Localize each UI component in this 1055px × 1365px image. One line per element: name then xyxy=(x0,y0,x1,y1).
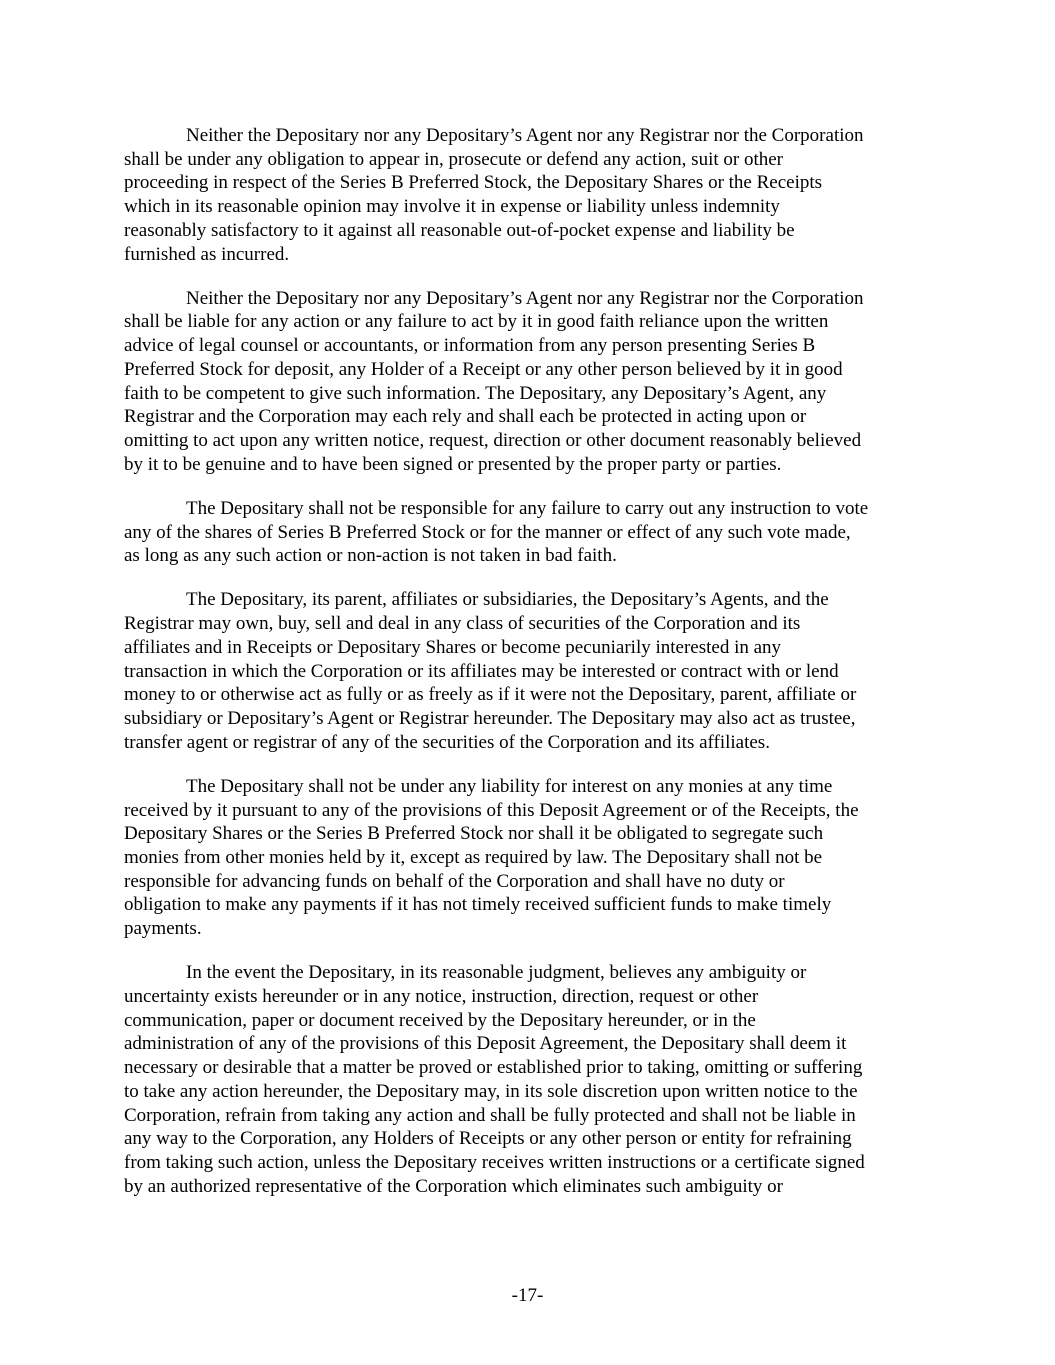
text-line: which in its reasonable opinion may involve it in expense or liability unless indemnity xyxy=(124,196,780,218)
text-line: furnished as incurred. xyxy=(124,243,290,265)
text-line: obligation to make any payments if it has not timely received sufficient funds to make timely xyxy=(124,894,832,916)
paragraph-interest xyxy=(124,775,934,941)
text-line: responsible for advancing funds on behalf of the Corporation and shall have no duty or xyxy=(124,870,785,892)
text-line: Registrar may own, buy, sell and deal in any class of securities of the Corporation and its xyxy=(124,613,801,635)
text-line: The Depositary shall not be under any liability for interest on any monies at any time xyxy=(186,775,833,797)
paragraph-securities xyxy=(124,588,934,754)
text-line: affiliates and in Receipts or Depositary Shares or become pecuniarily interested in any xyxy=(124,636,782,658)
text-line: uncertainty exists hereunder or in any notice, instruction, direction, request or other xyxy=(124,986,759,1007)
text-line: shall be under any obligation to appear in, prosecute or defend any action, suit or other xyxy=(124,148,783,170)
text-line: Neither the Depositary nor any Depositary’s Agent nor any Registrar nor the Corporation xyxy=(186,125,864,146)
text-line: Neither the Depositary nor any Depositary’s Agent nor any Registrar nor the Corporation xyxy=(186,287,864,309)
page-number: -17- xyxy=(511,1285,544,1306)
text-line: any of the shares of Series B Preferred Stock or for the manner or effect of any such vote made, xyxy=(124,521,851,543)
text-line: necessary or desirable that a matter be proved or established prior to taking, omitting or suffering xyxy=(124,1057,863,1079)
text-line: transaction in which the Corporation or its affiliates may be interested or contract with or lend xyxy=(124,660,839,682)
text-line: faith to be competent to give such information. The Depositary, any Depositary’s Agent, any xyxy=(124,382,827,404)
paragraph-reliance xyxy=(124,287,934,477)
text-line: any way to the Corporation, any Holders of Receipts or any other person or entity for refraining xyxy=(124,1128,852,1150)
text-line: omitting to act upon any written notice, request, direction or other document reasonably believed xyxy=(124,429,862,451)
text-line: as long as any such action or non-action is not taken in bad faith. xyxy=(124,545,617,567)
document-body xyxy=(124,124,934,1219)
text-line: money to or otherwise act as fully or as freely as if it were not the Depositary, parent, affiliate or xyxy=(124,684,857,706)
paragraph-indemnity xyxy=(124,124,934,266)
text-line: Preferred Stock for deposit, any Holder of a Receipt or any other person believed by it in good xyxy=(124,358,843,380)
paragraph-voting xyxy=(124,497,934,568)
text-line: received by it pursuant to any of the provisions of this Deposit Agreement or of the Receipts, the xyxy=(124,799,859,821)
text-line: subsidiary or Depositary’s Agent or Registrar hereunder. The Depositary may also act as trustee, xyxy=(124,707,856,729)
text-line: Corporation, refrain from taking any action and shall be fully protected and shall not be liable in xyxy=(124,1104,856,1126)
text-line: reasonably satisfactory to it against all reasonable out-of-pocket expense and liability be xyxy=(124,219,795,241)
text-line: advice of legal counsel or accountants, or information from any person presenting Series B xyxy=(124,335,816,357)
text-line: Registrar and the Corporation may each rely and shall each be protected in acting upon or xyxy=(124,406,807,428)
text-line: The Depositary, its parent, affiliates or subsidiaries, the Depositary’s Agents, and the xyxy=(186,589,829,611)
text-line: proceeding in respect of the Series B Preferred Stock, the Depositary Shares or the Receipts xyxy=(124,172,823,194)
text-line: The Depositary shall not be responsible for any failure to carry out any instruction to vote xyxy=(186,497,869,519)
text-line: by an authorized representative of the Corporation which eliminates such ambiguity or xyxy=(124,1175,783,1197)
text-line: payments. xyxy=(124,918,202,940)
text-line: to take any action hereunder, the Depositary may, in its sole discretion upon written notice to the xyxy=(124,1080,858,1102)
text-line: from taking such action, unless the Depositary receives written instructions or a certificate signed xyxy=(124,1151,865,1173)
text-line: by it to be genuine and to have been signed or presented by the proper party or parties. xyxy=(124,453,782,475)
text-line: administration of any of the provisions of this Deposit Agreement, the Depositary shall deem it xyxy=(124,1033,847,1055)
text-line: communication, paper or document received by the Depositary hereunder, or in the xyxy=(124,1009,756,1031)
text-line: monies from other monies held by it, except as required by law. The Depositary shall not be xyxy=(124,846,823,868)
text-line: In the event the Depositary, in its reasonable judgment, believes any ambiguity or xyxy=(186,962,807,984)
text-line: shall be liable for any action or any failure to act by it in good faith reliance upon the written xyxy=(124,311,829,333)
text-line: transfer agent or registrar of any of the securities of the Corporation and its affiliates. xyxy=(124,731,770,753)
text-line: Depositary Shares or the Series B Preferred Stock nor shall it be obligated to segregate such xyxy=(124,823,824,845)
paragraph-ambiguity xyxy=(124,961,934,1198)
